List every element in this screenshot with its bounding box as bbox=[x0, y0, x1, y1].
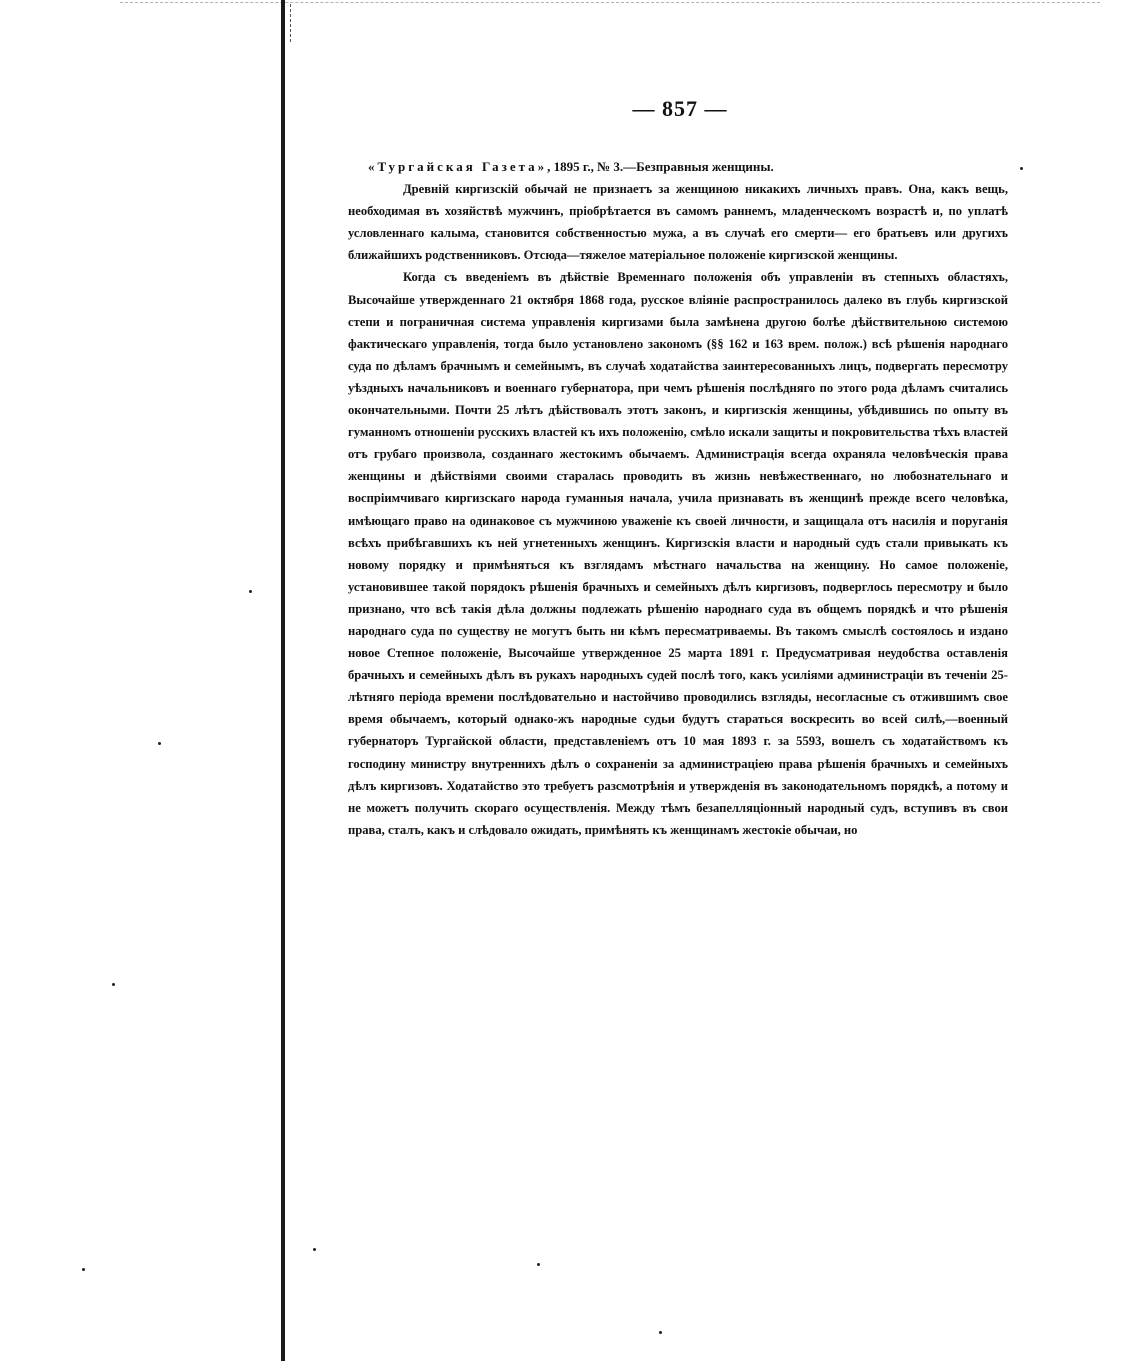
scan-speck bbox=[659, 1331, 662, 1334]
newspaper-name: «Тургайская Газета» bbox=[368, 159, 548, 174]
scan-top-edge bbox=[120, 2, 1100, 3]
article-title-details: , 1895 г., № 3.—Безправныя женщины. bbox=[547, 159, 774, 174]
paragraph: Когда съ введеніемъ въ дѣйствіе Временнаго положенія объ управленіи въ степныхъ областяхъ, Высочайше утвержденнаго 21 октября 1868 года, русское вліяніе распространилось далеко въ глубь киргизской степи и пограничная система управленія киргизами была замѣнена другою болѣе дѣйствительною системою фактическаго управленія, тогда было установлено закономъ (§§ 162 и 163 врем. полож.) всѣ рѣшенія народнаго суда по дѣламъ брачнымъ и семейнымъ, въ случаѣ ходатайства заинтересованныхъ лицъ, подвергать пересмотру уѣздныхъ начальниковъ и военнаго губернатора, при чемъ рѣшенія послѣдняго по этого рода дѣламъ считались окончательными. Почти 25 лѣтъ дѣйствовалъ этотъ законъ, и киргизскія женщины, убѣдившись по опыту въ гуманномъ отношеніи русскихъ властей къ ихъ положенію, смѣло искали защиты и покровительства тѣхъ властей отъ грубаго произвола, созданнаго жестокимъ обычаемъ. Администрація всегда охраняла человѣческія права женщины и дѣйствіями своими старалась проводить въ жизнь невѣжественнаго, но любознательнаго и воспріимчиваго киргизскаго народа гуманныя начала, учила признавать въ женщинѣ прежде всего человѣка, имѣющаго право на одинаковое съ мужчиною уваженіе къ своей личности, и защищала отъ насилія и поруганія всѣхъ прибѣгавшихъ къ ней угнетенныхъ женщинъ. Киргизскія власти и народный судъ стали привыкать къ новому порядку и примѣняться къ взглядамъ мѣстнаго начальства на женщину. Но самое положеніе, установившее такой порядокъ рѣшенія брачныхъ и семейныхъ дѣлъ киргизовъ, подверглось пересмотру и было признано, что всѣ такія дѣла должны подлежать рѣшенію народнаго суда въ общемъ порядкѣ и что рѣшенія народнаго суда по существу не могутъ быть ни кѣмъ пересматриваемы. Въ такомъ смыслѣ состоялось и издано новое Степное положеніе, Высочайше утвержденное 25 марта 1891 г. Предусматривая неудобства оставленія брачныхъ и семейныхъ дѣлъ въ рукахъ народныхъ судей послѣ того, какъ усиліями администраціи въ теченіи 25-лѣтняго періода времени послѣдовательно и настойчиво проводились взгляды, несогласные съ отжившимъ свое время обычаемъ, который однако-жъ народные судьи будутъ стараться воскресить во всей силѣ,—военный губернаторъ Тургайской области, представленіемъ отъ 10 мая 1893 г. за 5593, вошелъ съ ходатайствомъ къ господину министру внутреннихъ дѣлъ о сохраненіи за администраціею права рѣшенія брачныхъ и семейныхъ дѣлъ киргизовъ. Ходатайство это требуетъ разсмотрѣнія и утвержденія въ законодательномъ порядкѣ, а потому и не можетъ получить скораго осуществленія. Между тѣмъ безапелляціонный народный судъ, вступивъ въ свои права, сталъ, какъ и слѣдовало ожидать, примѣнять къ женщинамъ жестокіе обычаи, но bbox=[348, 270, 1008, 837]
page-number: — 857 — bbox=[632, 96, 728, 121]
binding-mark bbox=[290, 4, 292, 42]
paragraph: Древній киргизскій обычай не признаетъ за женщиною никакихъ личныхъ правъ. Она, какъ вещь, необходимая въ хозяйствѣ мужчинъ, пріобрѣтается въ самомъ раннемъ, младенческомъ возрастѣ и, по уплатѣ условленнаго калыма, становится собственностью мужа, а въ случаѣ его смерти— его братьевъ или другихъ ближайшихъ родственниковъ. Отсюда—тяжелое матеріальное положеніе киргизской женщины. bbox=[348, 182, 1008, 263]
book-binding-edge bbox=[281, 0, 285, 1361]
article-body bbox=[348, 156, 1008, 841]
scan-speck bbox=[537, 1263, 540, 1266]
article-title bbox=[348, 156, 1008, 178]
scan-speck bbox=[313, 1248, 316, 1251]
scan-speck bbox=[82, 1268, 85, 1271]
scan-speck bbox=[249, 590, 252, 593]
scan-speck bbox=[158, 742, 161, 745]
scan-speck bbox=[112, 983, 115, 986]
scan-speck bbox=[1020, 167, 1023, 170]
